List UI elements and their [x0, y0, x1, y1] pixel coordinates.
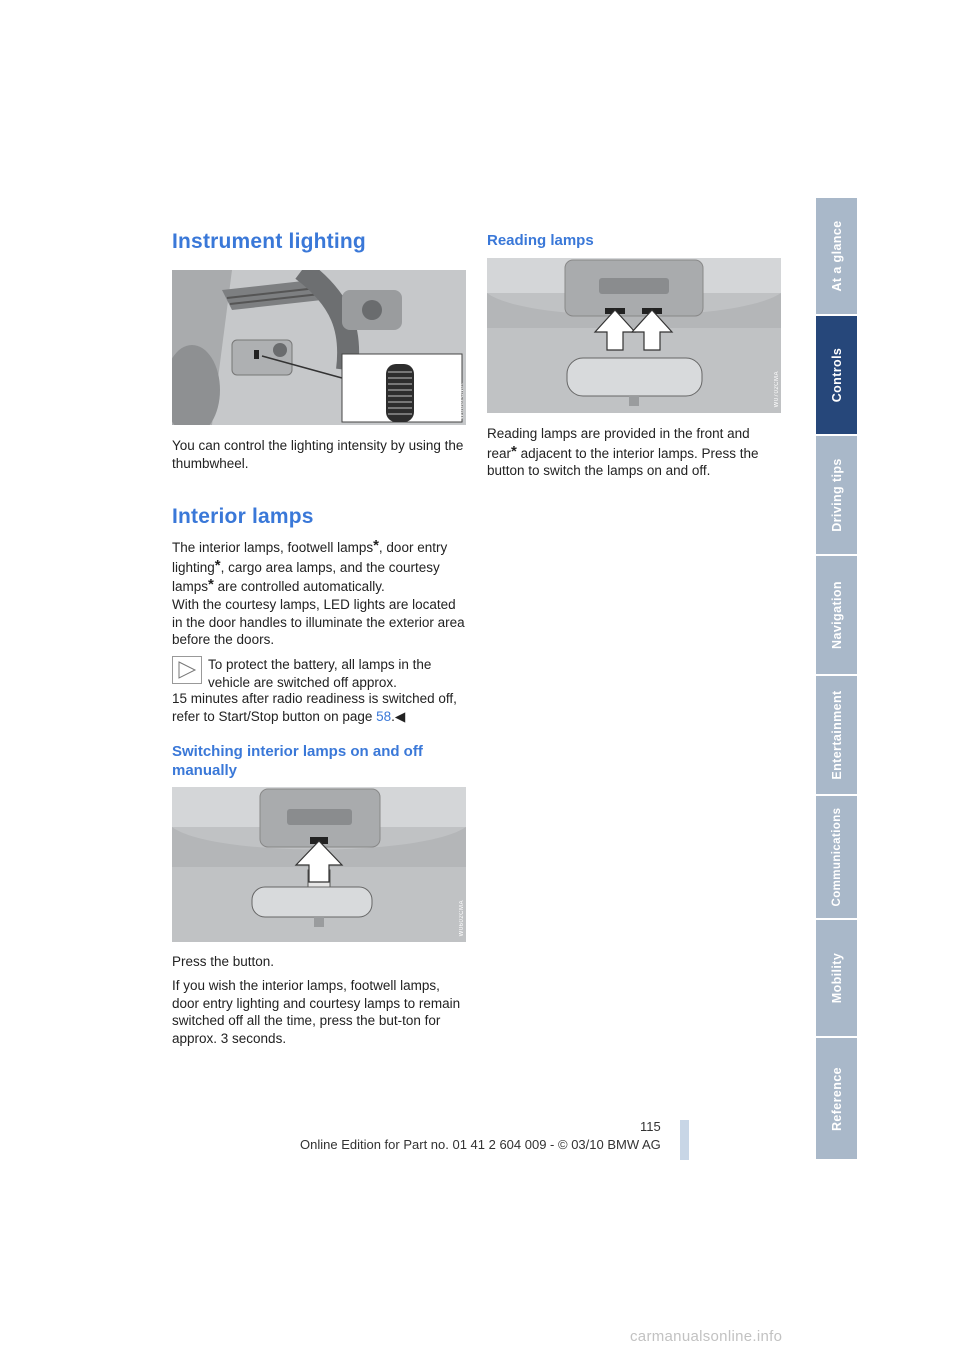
reading-lamps-illustration [487, 258, 781, 413]
reading-lamps-figure [487, 258, 781, 413]
tab-driving-tips[interactable]: Driving tips [816, 436, 857, 554]
tab-navigation[interactable]: Navigation [816, 556, 857, 674]
heading-switching-manually: Switching interior lamps on and off manually [172, 743, 423, 779]
tab-entertainment[interactable]: Entertainment [816, 676, 857, 794]
footer-bar [680, 1120, 689, 1160]
optional-star: * [214, 556, 221, 574]
heading-interior-lamps: Interior lamps [172, 505, 314, 528]
watermark: carmanualsonline.info [630, 1328, 783, 1345]
figure-code: W0702CMA [774, 370, 780, 407]
tab-controls[interactable]: Controls [816, 316, 857, 434]
heading-reading-lamps: Reading lamps [487, 232, 594, 249]
instrument-lighting-figure [172, 270, 466, 425]
figure-code: W0602CMA [459, 382, 465, 419]
thumbwheel-text: You can control the lighting intensity by using the thumbwheel. [172, 438, 464, 471]
note-triangle-icon [172, 656, 202, 684]
page-number: 115 [640, 1119, 661, 1134]
remain-off-text: If you wish the interior lamps, footwell lamps, door entry lighting and courtesy lamps to remain switched off all the time, press the but-ton for approx. 3 seconds. [172, 978, 461, 1046]
switching-lamps-figure [172, 787, 466, 942]
battery-note-text-cont: 15 minutes after radio readiness is switched off, refer to Start/Stop button on page 58.◀ [172, 691, 457, 724]
tab-at-a-glance[interactable]: At a glance [816, 198, 857, 314]
courtesy-lamps-text: With the courtesy lamps, LED lights are located in the door handles to illuminate the exterior area before the doors. [172, 597, 465, 647]
footer-edition: Online Edition for Part no. 01 41 2 604 009 - © 03/10 BMW AG [300, 1137, 661, 1152]
dashboard-illustration [172, 270, 466, 425]
automatic-control-text: The interior lamps, footwell lamps*, door entry lighting*, cargo area lamps, and the courtesy lamps* are controlled automatically. [172, 537, 448, 594]
press-button-text: Press the button. [172, 954, 275, 969]
heading-instrument-lighting: Instrument lighting [172, 230, 366, 253]
tab-reference[interactable]: Reference [816, 1038, 857, 1159]
figure-code: W0602CMA [459, 899, 465, 936]
optional-star: * [208, 576, 214, 593]
optional-star: * [511, 442, 517, 460]
tab-mobility[interactable]: Mobility [816, 920, 857, 1036]
battery-note-text: To protect the battery, all lamps in the vehicle are switched off approx. [208, 657, 432, 690]
tab-communications[interactable]: Communications [816, 796, 857, 918]
reading-lamps-text: Reading lamps are provided in the front and rear* adjacent to the interior lamps. Press the button to switch the lamps on and off. [487, 426, 759, 478]
optional-star: * [373, 537, 379, 554]
overhead-console-illustration [172, 787, 466, 942]
page-58-link[interactable]: 58 [376, 708, 392, 724]
